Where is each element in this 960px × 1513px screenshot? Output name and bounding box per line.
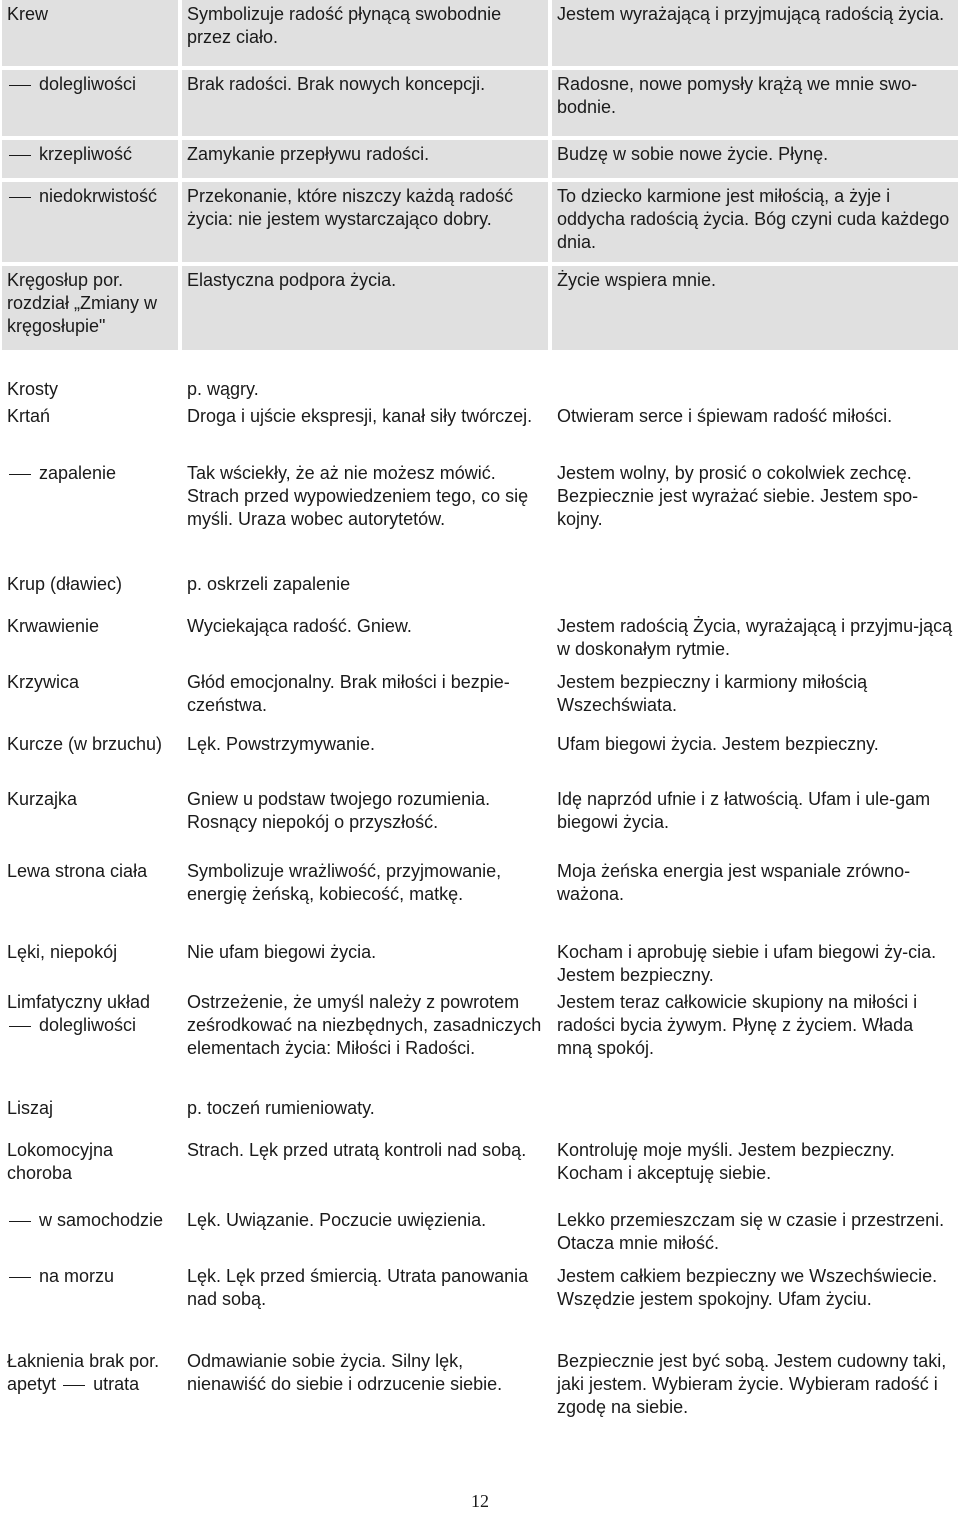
cause-cell: Zamykanie przepływu radości.: [182, 140, 548, 178]
affirmation-cell: Ufam biegowi życia. Jestem bezpieczny.: [557, 734, 879, 754]
affirmation-cell: Radosne, nowe pomysły krążą we mnie swo-bodnie.: [552, 70, 958, 136]
term-cell: Kurzajka: [7, 789, 78, 809]
term-cell: Lewa strona ciała: [7, 861, 148, 881]
table-row: [2, 402, 958, 454]
term-cell: [2, 1262, 178, 1338]
cause-cell: Głód emocjonalny. Brak miłości i bezpie-czeństwa.: [187, 672, 510, 715]
affirmation-cell: [552, 570, 958, 600]
term-cell: Lokomocyjna choroba: [7, 1140, 114, 1183]
table-row: [2, 459, 958, 537]
affirmation-cell: To dziecko karmione jest miłością, a żyje i oddycha radością życia. Bóg czyni cuda każdego dnia.: [552, 182, 958, 262]
affirmation-cell: Lekko przemieszczam się w czasie i przestrzeni. Otacza mnie miłość.: [557, 1210, 945, 1253]
cause-cell: p. wągry.: [187, 379, 259, 399]
affirmation-cell: Otwieram serce i śpiewam radość miłości.: [557, 406, 893, 426]
cause-cell: Droga i ujście ekspresji, kanał siły twórczej.: [187, 406, 533, 426]
dash-marker: [9, 474, 31, 475]
affirmation-cell: Bezpiecznie jest być sobą. Jestem cudowny taki, jaki jestem. Wybieram życie. Wybieram radość i zgodę na siebie.: [557, 1351, 947, 1417]
term-cell: Kręgosłup por. rozdział „Zmiany w kręgosłupie": [2, 266, 178, 350]
term-text: krzepliwość: [39, 144, 133, 164]
affirmation-cell: Jestem wolny, by prosić o cokolwiek zechcę. Bezpiecznie jest wyrażać siebie. Jestem spo-kojny.: [557, 463, 919, 529]
cause-cell: Symbolizuje radość płynącą swobodnie przez ciało.: [182, 0, 548, 66]
table-row: [2, 785, 958, 841]
dash-marker: [9, 1221, 31, 1222]
term-subtext: utrata: [93, 1374, 140, 1394]
dash-marker: [9, 1026, 31, 1027]
table-row: [2, 857, 958, 937]
affirmation-cell: Kontroluję moje myśli. Jestem bezpieczny. Kocham i akceptuję siebie.: [557, 1140, 895, 1183]
table-row: [2, 0, 958, 66]
affirmation-cell: Życie wspiera mnie.: [552, 266, 958, 350]
table-row: [2, 668, 958, 724]
term-cell: Krosty: [7, 379, 59, 399]
dash-marker: [9, 1277, 31, 1278]
term-text: Limfatyczny układ: [7, 992, 151, 1012]
cause-cell: Nie ufam biegowi życia.: [187, 942, 377, 962]
term-text: dolegliwości: [39, 74, 137, 94]
term-cell: Krwawienie: [7, 616, 100, 636]
term-cell: [2, 1347, 178, 1427]
cause-cell: p. oskrzeli zapalenie: [187, 574, 351, 594]
term-cell: Krzywica: [7, 672, 80, 692]
affirmation-cell: Jestem wyrażającą i przyjmującą radością życia.: [552, 0, 958, 66]
table-row: [2, 266, 958, 350]
cause-cell: Ostrzeżenie, że umyśl należy z powrotem ześrodkować na niezbędnych, zasadniczych elementach życia: Miłości i Radości.: [187, 992, 542, 1058]
table-row: [2, 938, 958, 988]
table-row: [2, 1347, 958, 1427]
table-row: [2, 1262, 958, 1338]
term-cell: [2, 1206, 178, 1258]
table-row: [2, 1136, 958, 1192]
cause-cell: Symbolizuje wrażliwość, przyjmowanie, energię żeńską, kobiecość, matkę.: [187, 861, 502, 904]
term-cell: Krew: [2, 0, 178, 66]
affirmation-cell: Jestem całkiem bezpieczny we Wszechświecie. Wszędzie jestem spokojny. Ufam życiu.: [557, 1266, 938, 1309]
cause-cell: Odmawianie sobie życia. Silny lęk, nienawiść do siebie i odrzucenie siebie.: [187, 1351, 503, 1394]
table-row: [2, 730, 958, 782]
term-text: w samochodzie: [39, 1210, 164, 1230]
cause-cell: Lęk. Powstrzymywanie.: [187, 734, 376, 754]
term-cell: [2, 140, 178, 178]
affirmation-cell: Budzę w sobie nowe życie. Płynę.: [552, 140, 958, 178]
table-row: [2, 375, 958, 401]
cause-cell: Elastyczna podpora życia.: [182, 266, 548, 350]
affirmation-cell: Jestem radością Życia, wyrażającą i przyjmu-jącą w doskonałym rytmie.: [557, 616, 953, 659]
cause-cell: Przekonanie, które niszczy każdą radość życia: nie jestem wystarczająco dobry.: [182, 182, 548, 262]
table-row: [2, 140, 958, 178]
term-subtext: dolegliwości: [39, 1015, 137, 1035]
cause-cell: Gniew u podstaw twojego rozumienia. Rosnący niepokój o przyszłość.: [187, 789, 491, 832]
table-row: [2, 570, 958, 600]
cause-cell: p. toczeń rumieniowaty.: [187, 1098, 375, 1118]
dash-marker: [63, 1385, 85, 1386]
page-number: 12: [471, 1491, 489, 1511]
affirmation-cell: Kocham i aprobuję siebie i ufam biegowi ży-cia. Jestem bezpieczny.: [557, 942, 937, 985]
table-row: [2, 612, 958, 664]
affirmation-cell: Jestem teraz całkowicie skupiony na miłości i radości bycia żywym. Płynę z życiem. Włada mną spokój.: [557, 992, 918, 1058]
term-cell: Krtań: [7, 406, 51, 426]
term-cell: [2, 988, 178, 1088]
cause-cell: Wyciekająca radość. Gniew.: [187, 616, 412, 636]
term-text: niedokrwistość: [39, 186, 158, 206]
term-text: zapalenie: [39, 463, 117, 483]
dash-marker: [9, 85, 31, 86]
affirmation-cell: Jestem bezpieczny i karmiony miłością Wszechświata.: [557, 672, 868, 715]
term-text: na morzu: [39, 1266, 115, 1286]
term-cell: Krup (dławiec): [7, 574, 123, 594]
dash-marker: [9, 155, 31, 156]
term-cell: Lęki, niepokój: [7, 942, 118, 962]
affirmation-cell: [552, 1094, 958, 1124]
table-row: [2, 70, 958, 136]
table-row: [2, 988, 958, 1088]
term-cell: Kurcze (w brzuchu): [7, 734, 163, 754]
affirmation-cell: [552, 375, 958, 401]
term-cell: [2, 459, 178, 537]
term-cell: [2, 70, 178, 136]
cause-cell: Brak radości. Brak nowych koncepcji.: [182, 70, 548, 136]
term-cell: Liszaj: [7, 1098, 54, 1118]
table-row: [2, 1094, 958, 1124]
cause-cell: Strach. Lęk przed utratą kontroli nad sobą.: [187, 1140, 527, 1160]
dash-marker: [9, 197, 31, 198]
term-cell: [2, 182, 178, 262]
cause-cell: Tak wściekły, że aż nie możesz mówić. Strach przed wypowiedzeniem tego, co się myśli. Uraza wobec autorytetów.: [187, 463, 529, 529]
affirmation-cell: Idę naprzód ufnie i z łatwością. Ufam i ule-gam biegowi życia.: [557, 789, 931, 832]
cause-cell: Lęk. Uwiązanie. Poczucie uwięzienia.: [187, 1210, 487, 1230]
term-text: Łaknienia brak por. apetyt: [7, 1351, 160, 1394]
affirmation-cell: Moja żeńska energia jest wspaniale zrówno-ważona.: [557, 861, 911, 904]
cause-cell: Lęk. Lęk przed śmiercią. Utrata panowania nad sobą.: [187, 1266, 529, 1309]
table-row: [2, 1206, 958, 1258]
table-row: [2, 182, 958, 262]
